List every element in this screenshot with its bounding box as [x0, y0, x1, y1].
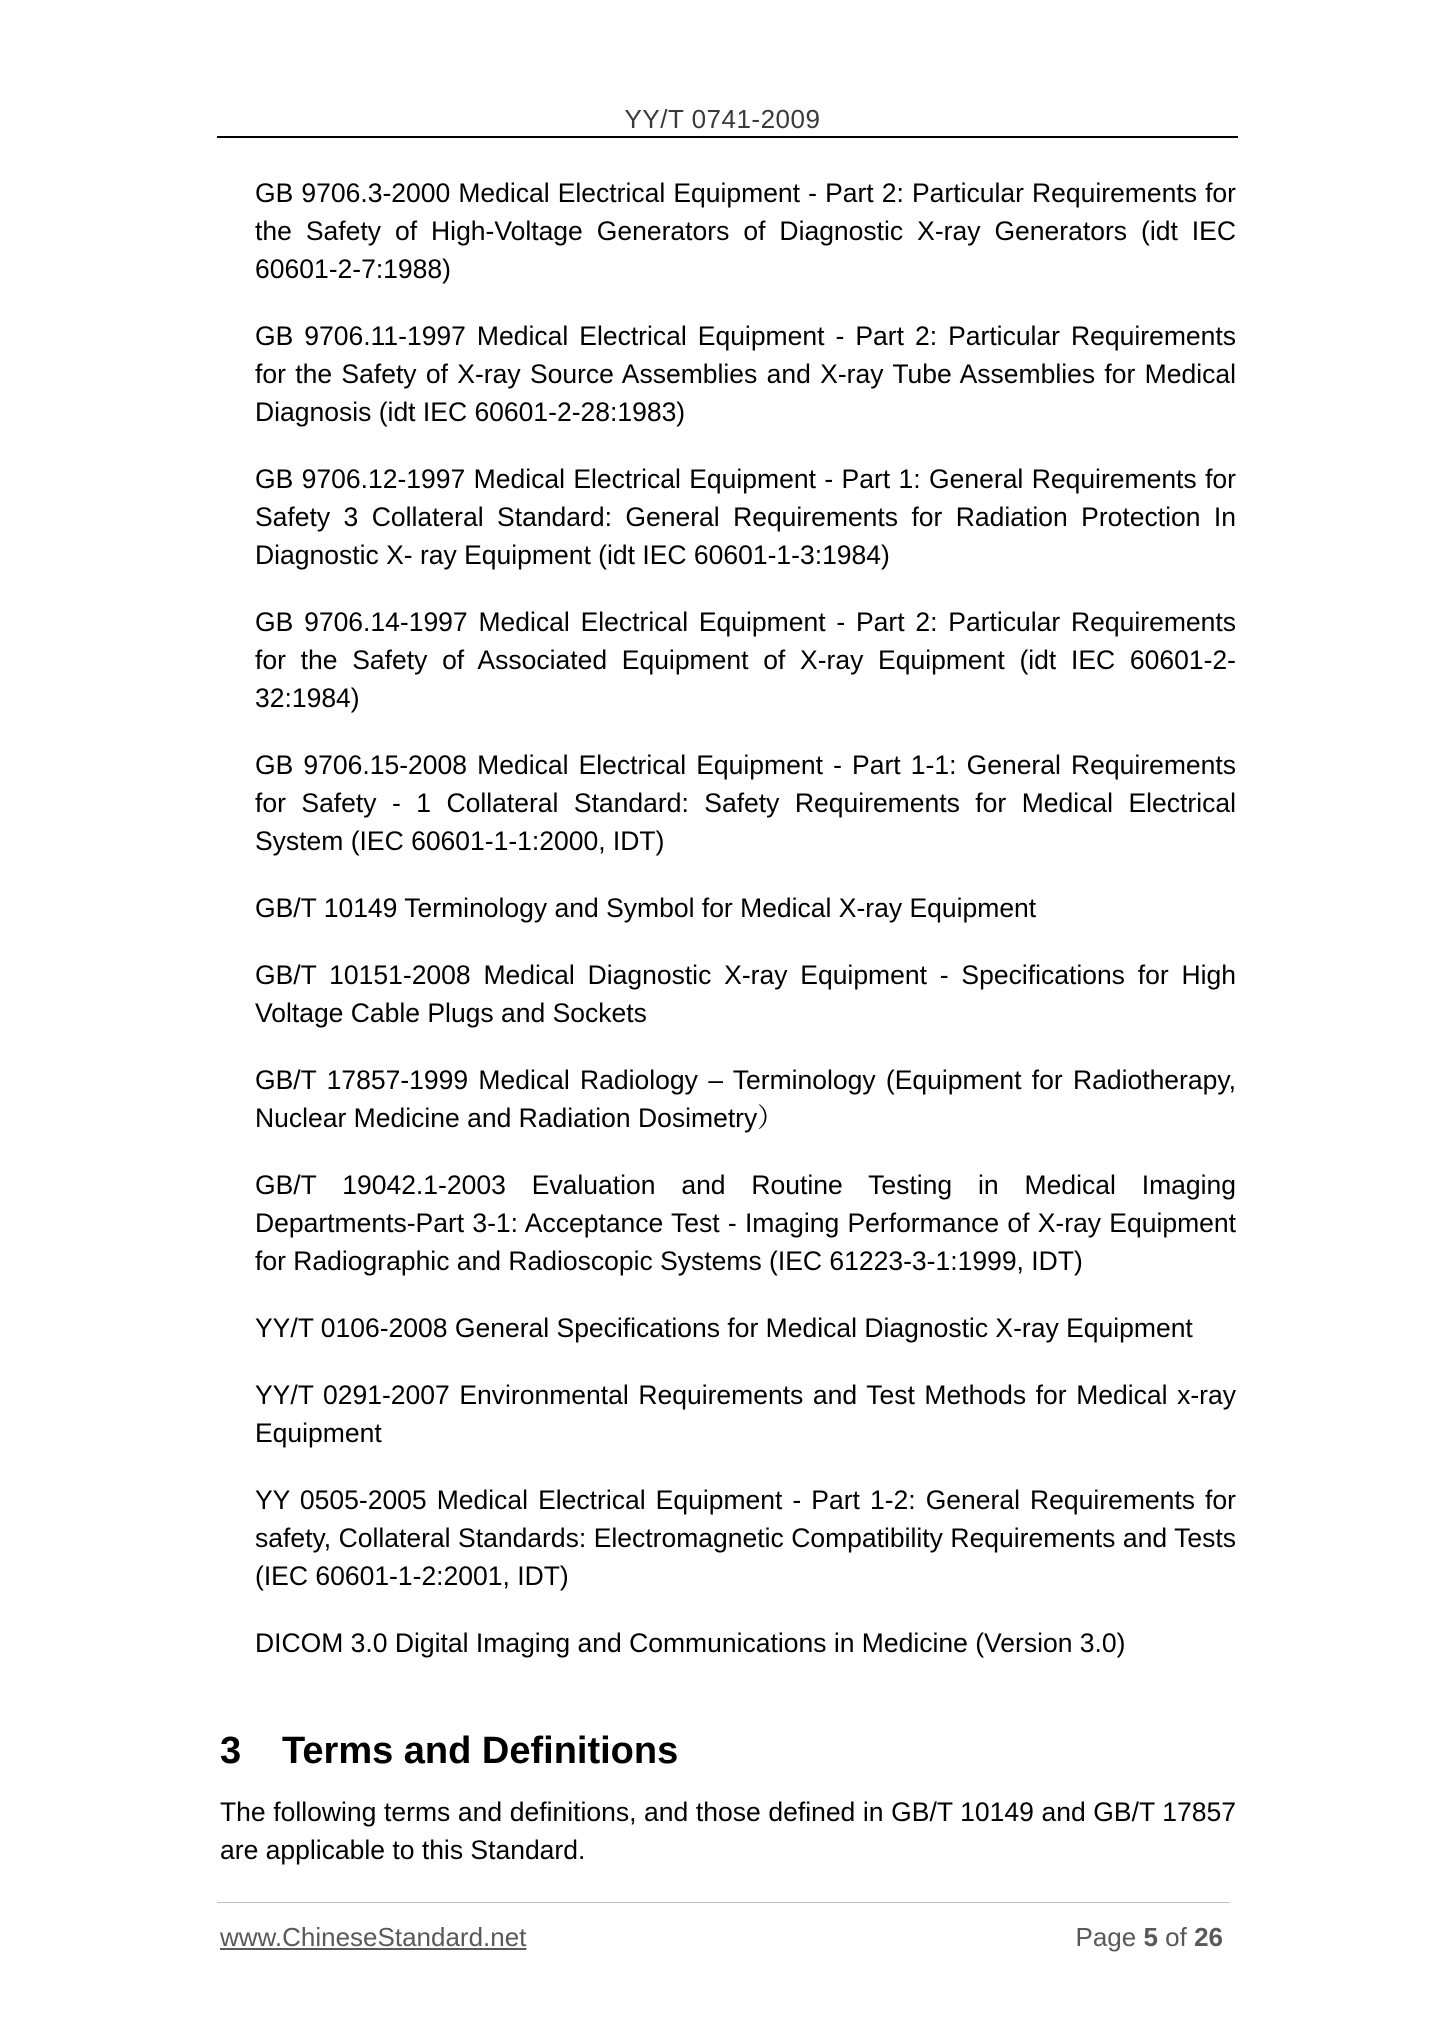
normative-references-list	[255, 174, 1236, 1691]
page-of: of	[1165, 1922, 1187, 1952]
page-current: 5	[1143, 1922, 1158, 1952]
reference-item: DICOM 3.0 Digital Imaging and Communications in Medicine (Version 3.0)	[255, 1628, 1126, 1658]
reference-item: YY/T 0106-2008 General Specifications for Medical Diagnostic X-ray Equipment	[255, 1313, 1193, 1343]
page-indicator	[1075, 1922, 1223, 1953]
reference-item: GB/T 10151-2008 Medical Diagnostic X-ray Equipment - Specifications for High Voltage Cable Plugs and Sockets	[255, 960, 1236, 1028]
page-total: 26	[1194, 1922, 1223, 1952]
document-header-title: YY/T 0741-2009	[624, 104, 821, 134]
footer-divider	[217, 1902, 1230, 1903]
reference-item: GB 9706.15-2008 Medical Electrical Equipment - Part 1-1: General Requirements for Safety - 1 Collateral Standard: Safety Requirements for Medical Electrical System (IEC 60601-1-1:2000, IDT)	[255, 750, 1236, 856]
reference-item: GB 9706.12-1997 Medical Electrical Equipment - Part 1: General Requirements for Safety 3 Collateral Standard: General Requirements for Radiation Protection In Diagnostic X- ray Equipment (idt IEC 60601-1-3:1984)	[255, 464, 1236, 570]
section-heading	[220, 1727, 678, 1775]
header-divider	[217, 136, 1238, 138]
reference-item: GB 9706.11-1997 Medical Electrical Equipment - Part 2: Particular Requirements for the Safety of X-ray Source Assemblies and X-ray Tube Assemblies for Medical Diagnosis (idt IEC 60601-2-28:1983)	[255, 321, 1236, 427]
section-number: 3	[220, 1730, 242, 1772]
section-title: Terms and Definitions	[282, 1730, 679, 1772]
page-prefix: Page	[1075, 1922, 1137, 1952]
reference-item: YY 0505-2005 Medical Electrical Equipment - Part 1-2: General Requirements for safety, Collateral Standards: Electromagnetic Compatibility Requirements and Tests (IEC 60601-1-2:2001, IDT)	[255, 1485, 1236, 1591]
reference-item: GB 9706.3-2000 Medical Electrical Equipment - Part 2: Particular Requirements for the Safety of High-Voltage Generators of Diagnostic X-ray Generators (idt IEC 60601-2-7:1988)	[255, 178, 1236, 284]
website-link[interactable]: www.ChineseStandard.net	[220, 1922, 527, 1952]
section-body-text: The following terms and definitions, and those defined in GB/T 10149 and GB/T 17857 are applicable to this Standard.	[220, 1797, 1236, 1865]
reference-item: YY/T 0291-2007 Environmental Requirements and Test Methods for Medical x-ray Equipment	[255, 1380, 1236, 1448]
reference-item: GB/T 10149 Terminology and Symbol for Medical X-ray Equipment	[255, 893, 1037, 923]
reference-item: GB/T 19042.1-2003 Evaluation and Routine Testing in Medical Imaging Departments-Part 3-1: Acceptance Test - Imaging Performance of X-ray Equipment for Radiographic and Radioscopic Systems (IEC 61223-3-1:1999, IDT)	[255, 1170, 1236, 1276]
reference-item: GB 9706.14-1997 Medical Electrical Equipment - Part 2: Particular Requirements for the Safety of Associated Equipment of X-ray Equipment (idt IEC 60601-2-32:1984)	[255, 607, 1236, 713]
reference-item: GB/T 17857-1999 Medical Radiology – Terminology (Equipment for Radiotherapy, Nuclear Medicine and Radiation Dosimetry）	[255, 1065, 1236, 1133]
